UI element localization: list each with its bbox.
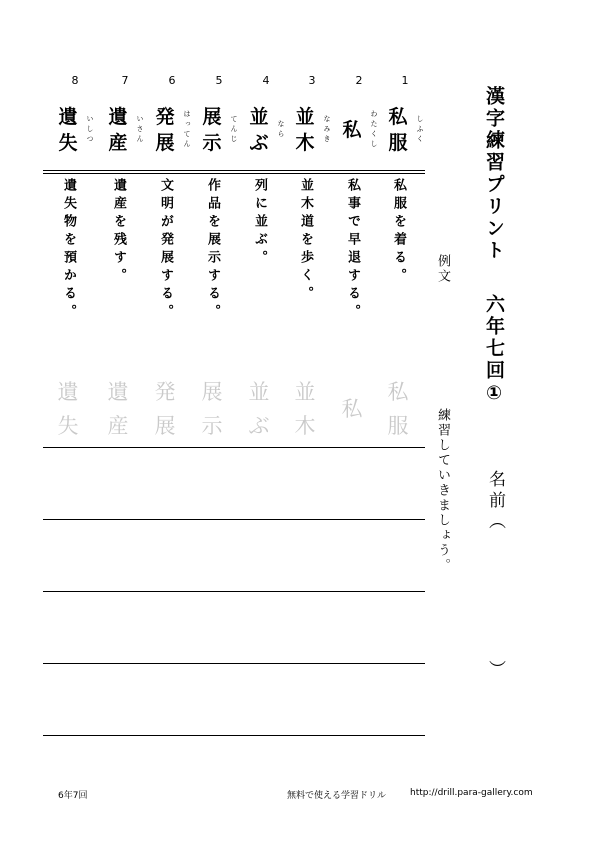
item-number: 7 xyxy=(121,74,129,87)
kanji-word xyxy=(382,100,414,160)
trace-char: 遺 xyxy=(107,380,129,404)
example-sentence: 私事で早退する。 xyxy=(345,178,360,322)
trace-char: 産 xyxy=(107,414,129,438)
trace-char: 木 xyxy=(294,414,316,438)
kanji-char: 発 xyxy=(155,106,175,128)
example-sentence: 私服を着る。 xyxy=(391,178,406,286)
footer-site-name: 無料で使える学習ドリル xyxy=(287,791,387,801)
furigana-reading: いしつ xyxy=(86,115,94,145)
kanji-char: 展 xyxy=(202,106,222,128)
furigana-reading: てんじ xyxy=(230,115,238,145)
name-label: 名前（ xyxy=(485,470,505,533)
kanji-char: 遺 xyxy=(108,106,128,128)
item-number: 8 xyxy=(71,74,79,87)
trace-guide xyxy=(149,374,181,444)
kanji-char: 並 xyxy=(249,106,269,128)
trace-guide xyxy=(196,374,228,444)
trace-char: 遺 xyxy=(57,380,79,404)
kanji-word xyxy=(336,100,368,160)
example-sentence: 列に並ぶ。 xyxy=(252,178,267,268)
trace-char: 示 xyxy=(201,414,223,438)
kanji-char: 失 xyxy=(58,132,78,154)
kanji-char: 私 xyxy=(342,119,362,141)
item-number: 4 xyxy=(262,74,270,87)
title-main: 漢字練習プリント xyxy=(483,86,505,262)
furigana-reading: なら xyxy=(277,120,285,140)
trace-guide xyxy=(382,374,414,444)
item-number: 2 xyxy=(355,74,363,87)
trace-char: 失 xyxy=(57,414,79,438)
kanji-word xyxy=(102,100,134,160)
kanji-word xyxy=(149,100,181,160)
trace-char: 私 xyxy=(341,397,363,421)
practice-label: 練習していきましょう。 xyxy=(435,408,450,573)
furigana-reading: いさん xyxy=(136,115,144,145)
example-sentence: 並木道を歩く。 xyxy=(298,178,313,304)
name-close-paren: ） xyxy=(485,660,505,677)
trace-guide xyxy=(336,374,368,444)
divider-top-double xyxy=(43,173,425,174)
item-number: 3 xyxy=(308,74,316,87)
kanji-word xyxy=(52,100,84,160)
kanji-char: 示 xyxy=(202,132,222,154)
title-grade: 六年七回① xyxy=(483,294,505,407)
trace-guide xyxy=(102,374,134,444)
item-number: 6 xyxy=(168,74,176,87)
trace-char: 並 xyxy=(248,380,270,404)
kanji-char: 展 xyxy=(155,132,175,154)
example-sentence: 遺失物を預かる。 xyxy=(61,178,76,322)
trace-char: ぶ xyxy=(248,414,270,438)
trace-guide xyxy=(289,374,321,444)
practice-line-4 xyxy=(43,663,425,664)
practice-line-5 xyxy=(43,735,425,736)
kanji-char: ぶ xyxy=(249,132,269,154)
practice-line-1 xyxy=(43,447,425,448)
trace-char: 展 xyxy=(154,414,176,438)
trace-char: 発 xyxy=(154,380,176,404)
kanji-char: 木 xyxy=(295,132,315,154)
footer-code: 6年7回 xyxy=(58,791,88,801)
example-sentence: 遺産を残す。 xyxy=(111,178,126,286)
trace-char: 並 xyxy=(294,380,316,404)
worksheet-title xyxy=(478,86,510,686)
kanji-char: 服 xyxy=(388,132,408,154)
trace-guide xyxy=(52,374,84,444)
furigana-reading: しふく xyxy=(416,115,424,145)
item-number: 5 xyxy=(215,74,223,87)
kanji-char: 遺 xyxy=(58,106,78,128)
kanji-char: 並 xyxy=(295,106,315,128)
kanji-char: 私 xyxy=(388,106,408,128)
kanji-word xyxy=(243,100,275,160)
furigana-reading: わたくし xyxy=(370,110,378,150)
trace-char: 服 xyxy=(387,414,409,438)
example-sentence: 文明が発展する。 xyxy=(158,178,173,322)
furigana-reading: はってん xyxy=(183,110,191,150)
kanji-word xyxy=(289,100,321,160)
practice-line-2 xyxy=(43,519,425,520)
kanji-word xyxy=(196,100,228,160)
furigana-reading: なみき xyxy=(323,115,331,145)
example-sentence: 作品を展示する。 xyxy=(205,178,220,322)
divider-top xyxy=(43,170,425,171)
trace-char: 私 xyxy=(387,380,409,404)
example-label: 例文 xyxy=(435,254,450,284)
kanji-char: 産 xyxy=(108,132,128,154)
trace-char: 展 xyxy=(201,380,223,404)
item-number: 1 xyxy=(401,74,409,87)
footer-url[interactable]: http://drill.para-gallery.com xyxy=(410,788,533,798)
practice-line-3 xyxy=(43,591,425,592)
trace-guide xyxy=(243,374,275,444)
